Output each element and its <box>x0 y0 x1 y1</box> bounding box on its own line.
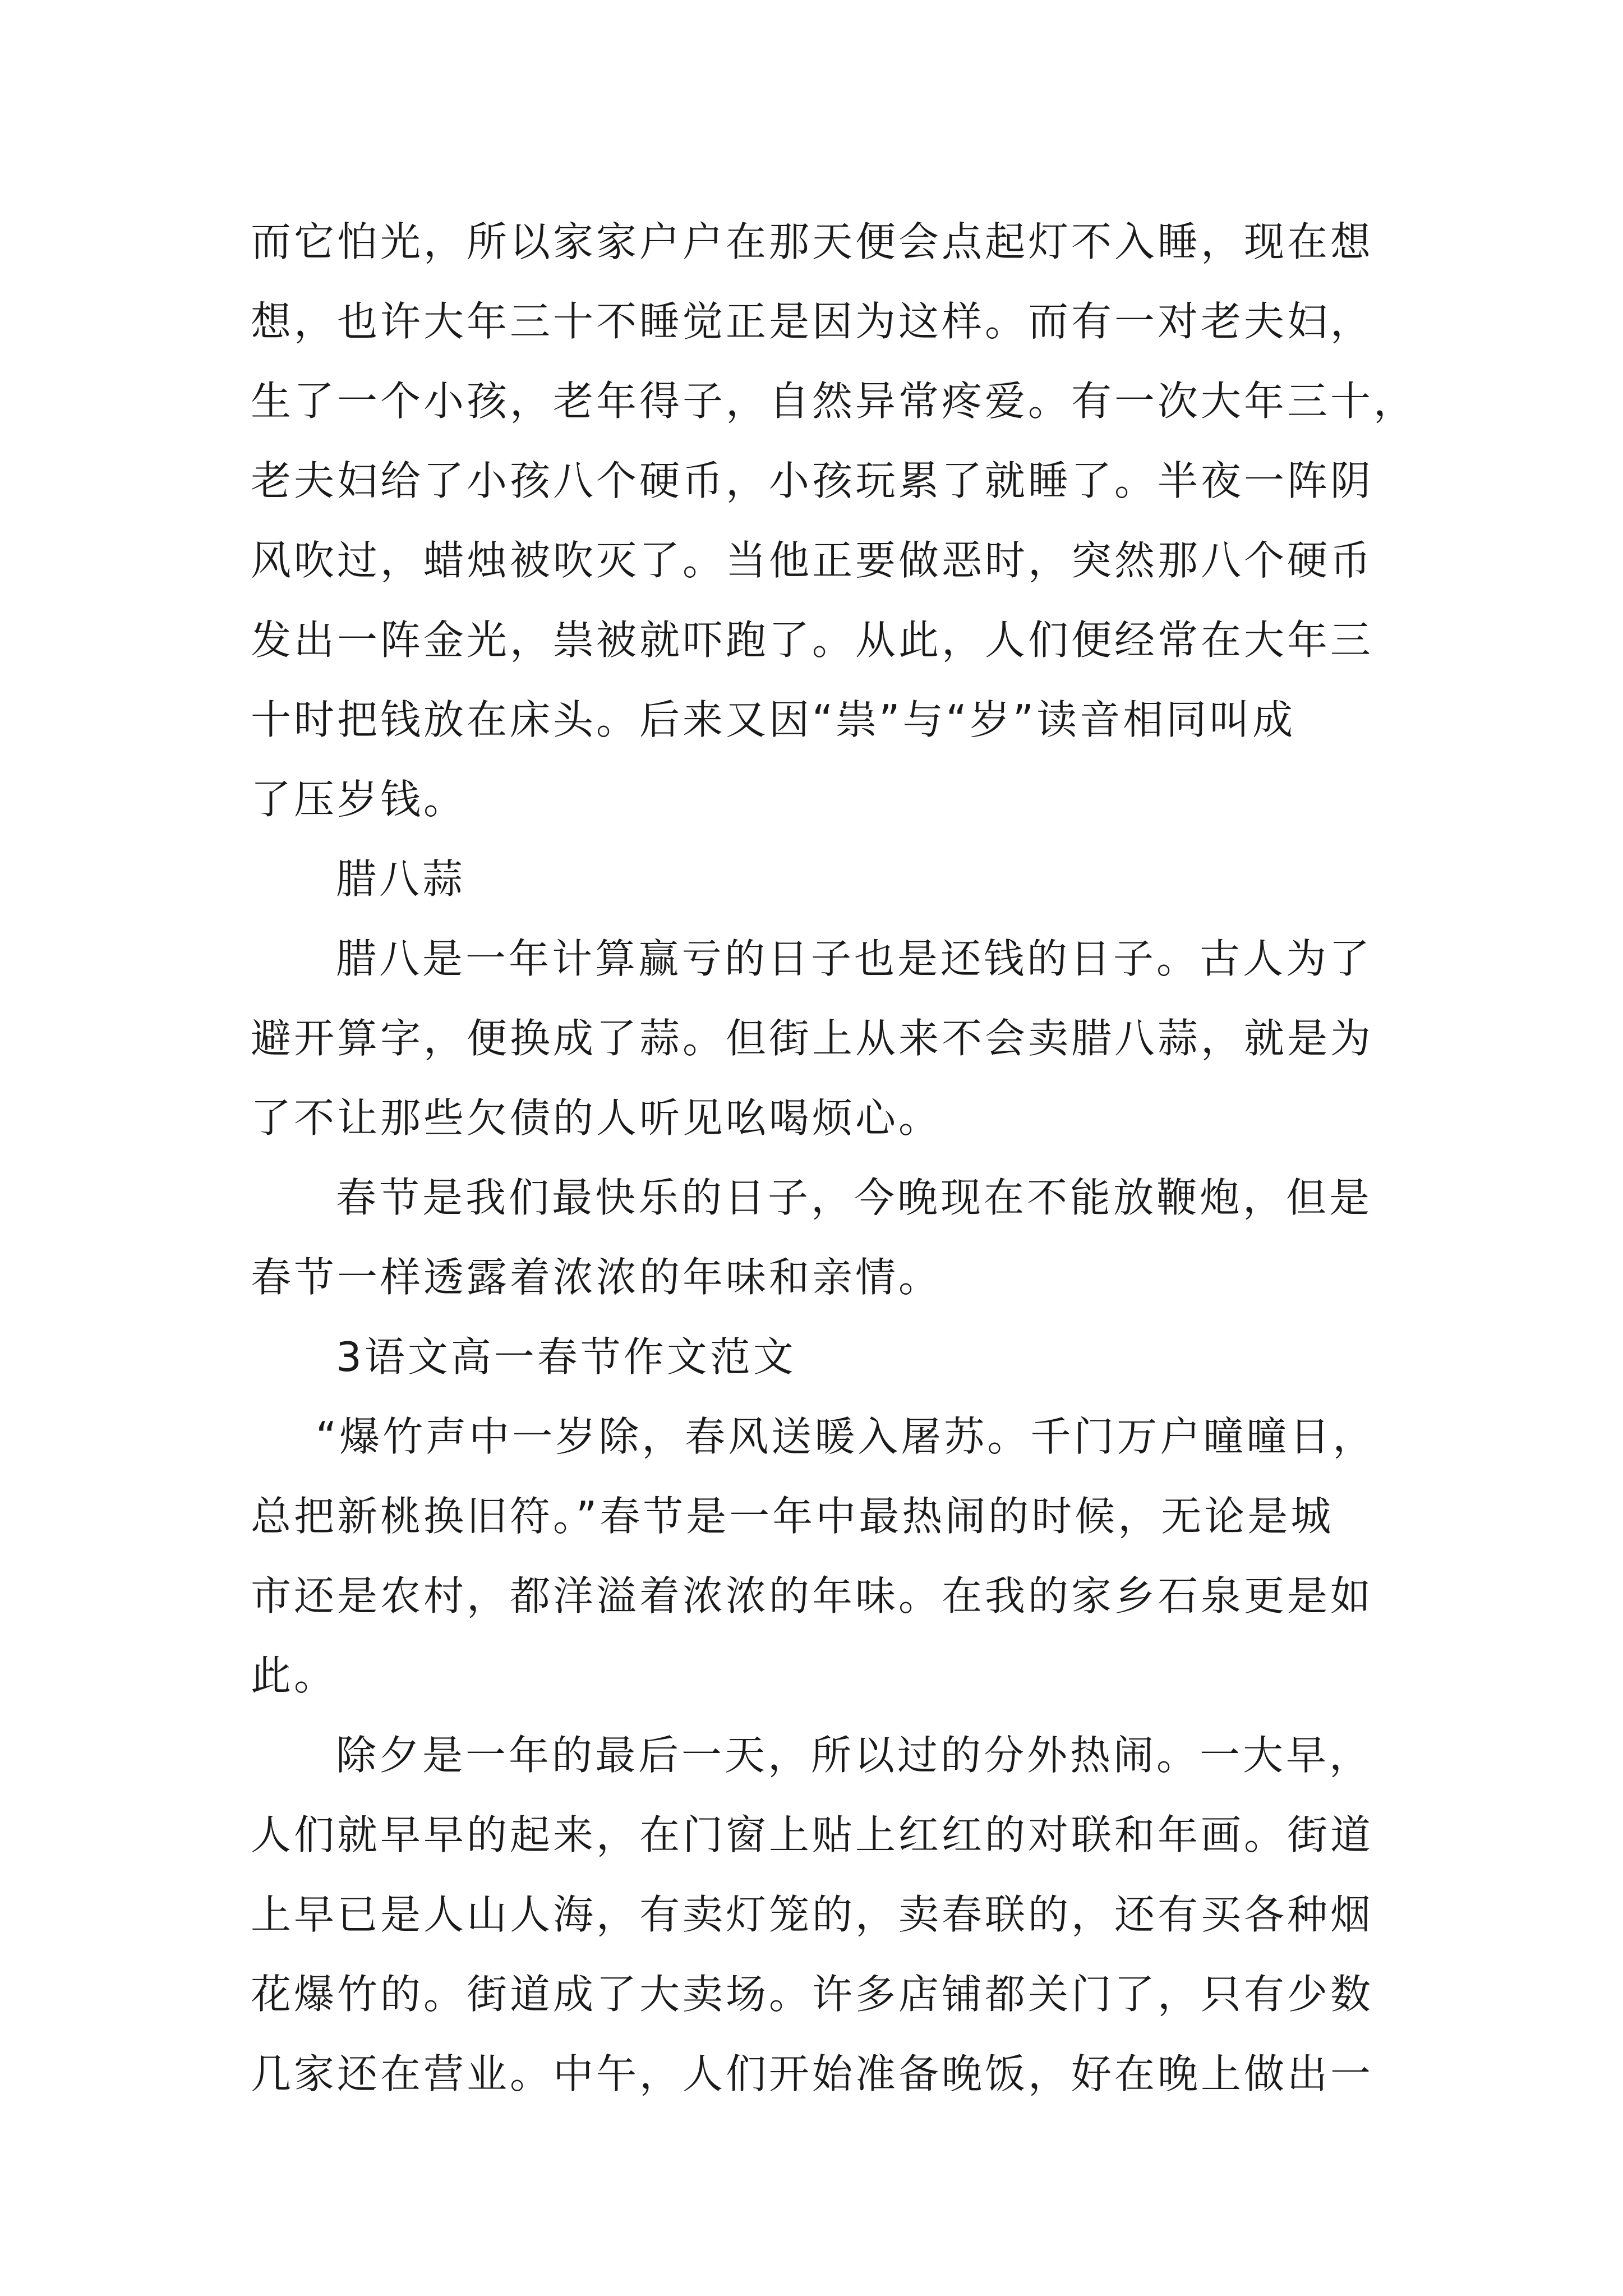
text-line: 春节一样透露着浓浓的年味和亲情。 <box>251 1254 942 1301</box>
text-line: 风吹过，蜡烛被吹灭了。当他正要做恶时，突然那八个硬币 <box>251 537 1374 584</box>
text-line: 腊八是一年计算赢亏的日子也是还钱的日子。古人为了 <box>336 935 1373 982</box>
text-line: 总把新桃换旧符。”春节是一年中最热闹的时候，无论是城 <box>251 1493 1334 1540</box>
text-line: 生了一个小孩，老年得子，自然异常疼爱。有一次大年三十， <box>251 378 1417 425</box>
paragraph-legend-lucky-money <box>251 202 1417 839</box>
text-line: 几家还在营业。中午，人们开始准备晚饭，好在晚上做出一 <box>251 2050 1374 2097</box>
section-heading-laba-garlic <box>251 839 1384 919</box>
text-line: 想，也许大年三十不睡觉正是因为这样。而有一对老夫妇， <box>251 298 1374 345</box>
paragraph-essay-intro <box>251 1397 1384 1715</box>
text-line: 十时把钱放在床头。后来又因“祟”与“岁”读音相同叫成 <box>251 696 1296 743</box>
text-line: 老夫妇给了小孩八个硬币，小孩玩累了就睡了。半夜一阵阴 <box>251 457 1374 504</box>
paragraph-spring-festival-joy <box>251 1158 1384 1317</box>
paragraph-new-years-eve <box>251 1715 1384 2114</box>
text-line: 市还是农村，都洋溢着浓浓的年味。在我的家乡石泉更是如 <box>251 1572 1374 1619</box>
document-body <box>251 202 1417 2114</box>
text-line: 人们就早早的起来，在门窗上贴上红红的对联和年画。街道 <box>251 1811 1374 1858</box>
section-heading: 腊八蒜 <box>336 855 466 903</box>
text-line: 避开算字，便换成了蒜。但街上从来不会卖腊八蒜，就是为 <box>251 1015 1374 1062</box>
text-line: 春节是我们最快乐的日子，今晚现在不能放鞭炮，但是 <box>336 1174 1373 1221</box>
text-line: 了压岁钱。 <box>251 776 467 823</box>
text-line: “爆竹声中一岁除，春风送暖入屠苏。千门万户曈曈日， <box>316 1413 1376 1460</box>
text-line: 发出一阵金光，祟被就吓跑了。从此，人们便经常在大年三 <box>251 616 1374 664</box>
text-line: 了不让那些欠债的人听见吆喝烦心。 <box>251 1094 942 1142</box>
section-heading-essay-3 <box>251 1317 1384 1397</box>
text-line: 除夕是一年的最后一天，所以过的分外热闹。一大早， <box>336 1732 1373 1779</box>
paragraph-laba-garlic <box>251 919 1384 1158</box>
text-line: 此。 <box>251 1652 338 1699</box>
text-line: 而它怕光，所以家家户户在那天便会点起灯不入睡，现在想 <box>251 218 1374 265</box>
text-line: 花爆竹的。街道成了大卖场。许多店铺都关门了，只有少数 <box>251 1971 1374 2018</box>
section-heading: 3语文高一春节作文范文 <box>336 1333 796 1381</box>
text-line: 上早已是人山人海，有卖灯笼的，卖春联的，还有买各种烟 <box>251 1891 1374 1938</box>
